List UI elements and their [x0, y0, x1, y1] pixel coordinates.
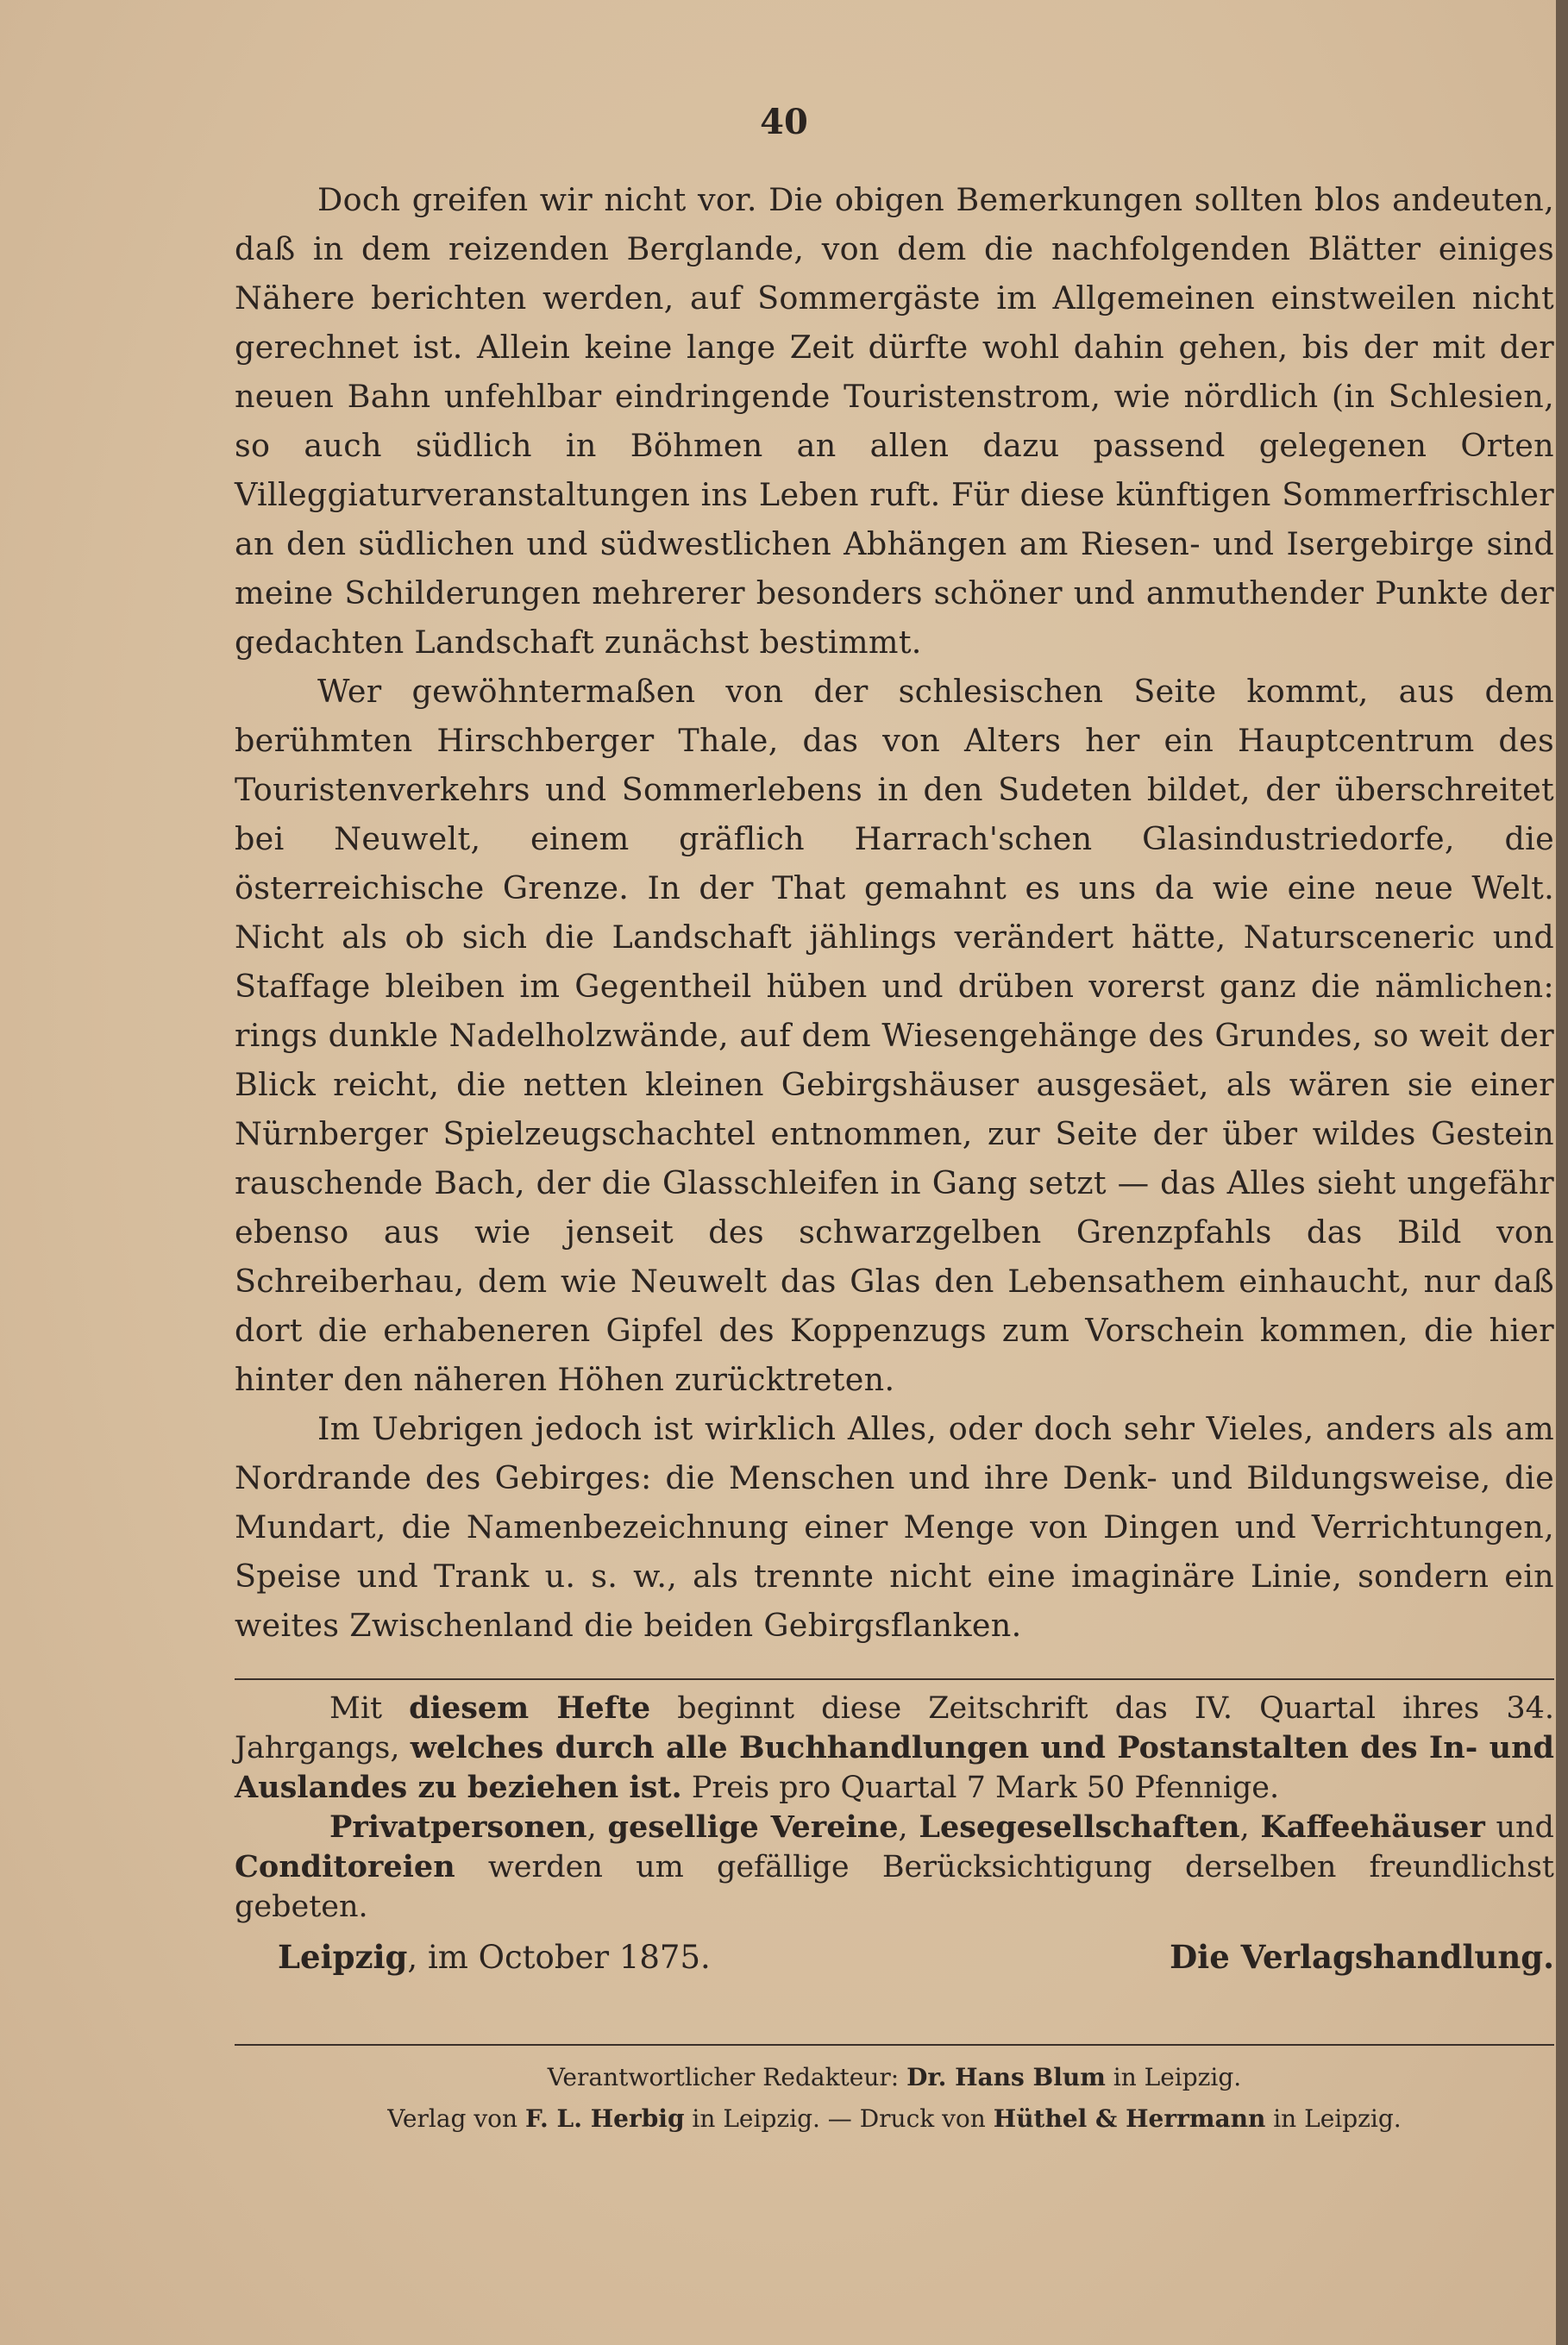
notice-emphasis: diesem Hefte: [409, 1690, 651, 1726]
notice-emphasis: gesellige Vereine: [607, 1809, 899, 1845]
printer-name: Hüthel & Herrmann: [993, 2104, 1266, 2133]
notice-emphasis: Lesegesellschaften: [919, 1809, 1240, 1845]
editor-name: Dr. Hans Blum: [906, 2063, 1106, 2091]
divider-top: [235, 1678, 1554, 1680]
notice-emphasis: Conditoreien: [235, 1849, 455, 1884]
notice-text: ,: [898, 1810, 919, 1845]
page-edge: [1556, 0, 1568, 2345]
divider-bottom: [235, 2044, 1554, 2046]
body-text: [235, 175, 1554, 1650]
place: Leipzig: [278, 1938, 408, 1976]
paragraph-1: Doch greifen wir nicht vor. Die obigen Bemerkungen sollten blos andeuten, daß in dem reizenden Berglande, von dem die nachfolgenden Blätter einiges Nähere berichten werden, auf Sommergäste im Allgemeinen einstweilen nicht gerechnet ist. Allein keine lange Zeit dürfte wohl dahin gehen, bis der mit der neuen Bahn unfehlbar eindringende Touristenstrom, wie nördlich (in Schlesien, so auch südlich in Böhmen an allen dazu passend gelegenen Orten Villeggiaturveranstaltungen ins Leben ruft. Für diese künftigen Sommerfrischler an den südlichen und südwestlichen Abhängen am Riesen- und Isergebirge sind meine Schilderungen mehrerer besonders schöner und anmuthender Punkte der gedachten Landschaft zunächst bestimmt.: [235, 181, 1554, 661]
publisher-signature: Die Verlagshandlung.: [1170, 1938, 1554, 1976]
notice-paragraph-2: [235, 1808, 1554, 1927]
notice-text: werden um gefällige Berücksichtigung derselben freundlichst gebeten.: [235, 1850, 1554, 1924]
signature-row: [235, 1934, 1554, 1981]
imprint-line-publisher: [235, 2098, 1554, 2140]
notice-emphasis: Privatpersonen: [329, 1809, 587, 1845]
imprint-text: in Leipzig.: [1105, 2063, 1242, 2091]
imprint-text: in Leipzig.: [1265, 2104, 1402, 2133]
date: , im October 1875.: [407, 1939, 711, 1976]
imprint-text: in Leipzig. — Druck von: [684, 2104, 994, 2133]
imprint-text: Verantwortlicher Redakteur:: [547, 2063, 907, 2091]
notice-emphasis: welches durch alle Buchhandlungen und Postanstalten des In- und Auslandes zu beziehen ist.: [235, 1730, 1554, 1805]
notice-paragraph-1: [235, 1689, 1554, 1808]
imprint: [235, 2057, 1554, 2140]
place-date: [235, 1934, 711, 1981]
imprint-line-editor: [235, 2057, 1554, 2098]
notice-emphasis: Kaffeehäuser: [1260, 1809, 1485, 1845]
paragraph-2: Wer gewöhntermaßen von der schlesischen Seite kommt, aus dem berühmten Hirschberger Thale, das von Alters her ein Hauptcentrum des Touristenverkehrs und Sommerlebens in den Sudeten bildet, der überschreitet bei Neuwelt, einem gräflich Harrach'schen Glasindustriedorfe, die österreichische Grenze. In der That gemahnt es uns da wie eine neue Welt. Nicht als ob sich die Landschaft jählings verändert hätte, Natursceneric und Staffage bleiben im Gegentheil hüben und drüben vorerst ganz die nämlichen: rings dunkle Nadelholzwände, auf dem Wiesengehänge des Grundes, so weit der Blick reicht, die netten kleinen Gebirgshäuser ausgesäet, als wären sie einer Nürnberger Spielzeugschachtel entnommen, zur Seite der über wildes Gestein rauschende Bach, der die Glasschleifen in Gang setzt — das Alles sieht ungefähr ebenso aus wie jenseit des schwarzgelben Grenzpfahls das Bild von Schreiberhau, dem wie Neuwelt das Glas den Lebensathem einhaucht, nur daß dort die erhabeneren Gipfel des Koppenzugs zum Vorschein kommen, die hier hinter den näheren Höhen zurücktreten.: [235, 673, 1554, 1398]
notice-text: und: [1484, 1810, 1554, 1845]
page-number: 40: [760, 102, 808, 142]
subscription-notice: [235, 1689, 1554, 1981]
notice-text: beginnt diese Zeitschrift das IV. Quartal ihres 34. Jahrgangs,: [235, 1691, 1554, 1765]
notice-text: ,: [1239, 1810, 1261, 1845]
notice-text: ,: [586, 1810, 608, 1845]
paragraph-3: Im Uebrigen jedoch ist wirklich Alles, oder doch sehr Vieles, anders als am Nordrande des Gebirges: die Menschen und ihre Denk- und Bildungsweise, die Mundart, die Namenbezeichnung einer Menge von Dingen und Verrichtungen, Speise und Trank u. s. w., als trennte nicht eine imaginäre Linie, sondern ein weites Zwischenland die beiden Gebirgsflanken.: [235, 1410, 1554, 1644]
publisher-name: F. L. Herbig: [524, 2104, 685, 2133]
notice-text: Preis pro Quartal 7 Mark 50 Pfennige.: [681, 1771, 1280, 1805]
imprint-text: Verlag von: [387, 2104, 525, 2133]
notice-text: Mit: [329, 1691, 410, 1726]
